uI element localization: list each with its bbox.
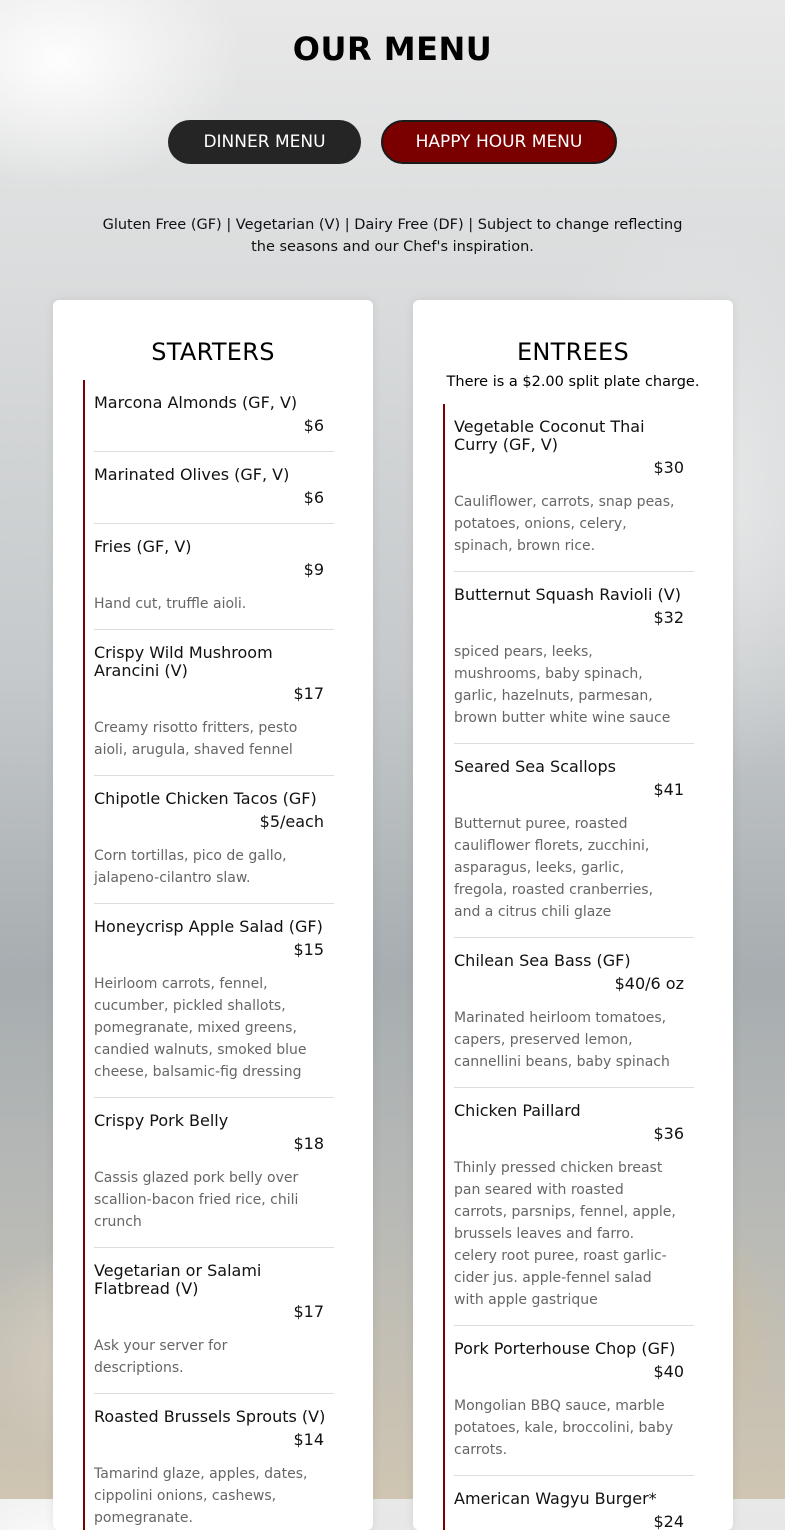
menu-item-price: $9 [303, 560, 324, 579]
menu-item [94, 904, 334, 1098]
menu-item [454, 1088, 694, 1326]
menu-item-description: Heirloom carrots, fennel, cucumber, pickled shallots, pomegranate, mixed greens, candied walnuts, smoked blue cheese, balsamic-fig dressing [94, 976, 307, 1080]
menu-item-price: $6 [303, 488, 324, 507]
menu-item-price: $41 [653, 780, 684, 799]
menu-item-price: $40 [653, 1362, 684, 1381]
tab-happy-hour-menu[interactable]: HAPPY HOUR MENU [381, 120, 617, 164]
menu-item-price: $32 [653, 608, 684, 627]
menu-item-price: $36 [653, 1124, 684, 1143]
menu-item-name: Marcona Almonds (GF, V) [94, 393, 298, 412]
starters-list [83, 380, 334, 1530]
menu-item-description: Ask your server for descriptions. [94, 1338, 228, 1376]
menu-item-description: Creamy risotto fritters, pesto aioli, arugula, shaved fennel [94, 720, 298, 758]
menu-item [454, 744, 694, 938]
page-title: OUR MENU [292, 30, 493, 68]
menu-item [454, 1326, 694, 1476]
menu-item-name: Honeycrisp Apple Salad (GF) [94, 917, 323, 936]
menu-item-name: Fries (GF, V) [94, 537, 192, 556]
menu-item-price: $14 [293, 1430, 324, 1449]
menu-item-description: Thinly pressed chicken breast pan seared with roasted carrots, parsnips, fennel, apple, brussels leaves and farro. celery root puree, roast garlic-cider jus. apple-fennel salad with apple gastrique [454, 1160, 676, 1308]
menu-item [94, 630, 334, 776]
starters-card [53, 300, 373, 1530]
menu-item-name: Vegetable Coconut Thai Curry (GF, V) [454, 417, 645, 454]
entrees-title: ENTREES [516, 338, 630, 366]
menu-item-name: Seared Sea Scallops [454, 757, 616, 776]
menu-item-name: American Wagyu Burger* [454, 1489, 657, 1508]
menu-item-price: $30 [653, 458, 684, 477]
menu-item [94, 524, 334, 630]
menu-item [94, 452, 334, 524]
menu-item-description: Marinated heirloom tomatoes, capers, preserved lemon, cannellini beans, baby spinach [454, 1010, 670, 1070]
tab-dinner-menu[interactable]: DINNER MENU [168, 120, 361, 164]
menu-item-name: Chicken Paillard [454, 1101, 581, 1120]
menu-item-price: $17 [293, 684, 324, 703]
split-plate-note: There is a $2.00 split plate charge. [446, 374, 700, 390]
menu-item-price: $40/6 oz [614, 974, 684, 993]
menu-item [454, 1476, 694, 1530]
menu-item-name: Crispy Pork Belly [94, 1111, 229, 1130]
menu-item [94, 776, 334, 904]
menu-item-description: Tamarind glaze, apples, dates, cippolini onions, cashews, pomegranate. [94, 1466, 308, 1526]
menu-item-description: Corn tortillas, pico de gallo, jalapeno-cilantro slaw. [94, 848, 287, 886]
menu-item-price: $18 [293, 1134, 324, 1153]
menu-item-name: Chipotle Chicken Tacos (GF) [94, 789, 317, 808]
menu-item-name: Roasted Brussels Sprouts (V) [94, 1407, 326, 1426]
starters-title: STARTERS [151, 338, 275, 366]
menu-item-name: Crispy Wild Mushroom Arancini (V) [94, 643, 273, 680]
menu-item-name: Chilean Sea Bass (GF) [454, 951, 631, 970]
entrees-list [443, 404, 694, 1530]
menu-item-name: Pork Porterhouse Chop (GF) [454, 1339, 676, 1358]
menu-tabs [0, 120, 785, 164]
menu-item-description: spiced pears, leeks, mushrooms, baby spinach, garlic, hazelnuts, parmesan, brown butter white wine sauce [454, 644, 671, 726]
menu-item-description: Cassis glazed pork belly over scallion-bacon fried rice, chili crunch [94, 1170, 299, 1230]
menu-item-price: $17 [293, 1302, 324, 1321]
menu-item-price: $15 [293, 940, 324, 959]
menu-item-description: Cauliflower, carrots, snap peas, potatoes, onions, celery, spinach, brown rice. [454, 494, 675, 554]
menu-item-price: $6 [303, 416, 324, 435]
menu-item [94, 380, 334, 452]
menu-item-description: Hand cut, truffle aioli. [94, 596, 247, 612]
menu-item [94, 1248, 334, 1394]
entrees-card [413, 300, 733, 1530]
menu-item-price: $5/each [259, 812, 324, 831]
menu-item-description: Mongolian BBQ sauce, marble potatoes, kale, broccolini, baby carrots. [454, 1398, 674, 1458]
menu-item-name: Butternut Squash Ravioli (V) [454, 585, 681, 604]
menu-item [94, 1098, 334, 1248]
dietary-note: Gluten Free (GF) | Vegetarian (V) | Dairy Free (DF) | Subject to change reflecting the seasons and our Chef's inspiration. [102, 217, 683, 255]
menu-item [454, 572, 694, 744]
menu-item-name: Vegetarian or Salami Flatbread (V) [94, 1261, 262, 1298]
menu-item-description: Butternut puree, roasted cauliflower florets, zucchini, asparagus, leeks, garlic, fregola, roasted cranberries, and a citrus chili glaze [454, 816, 654, 920]
menu-item [454, 938, 694, 1088]
menu-item [454, 404, 694, 572]
menu-item [94, 1394, 334, 1530]
menu-item-price: $24 [653, 1512, 684, 1530]
menu-item-name: Marinated Olives (GF, V) [94, 465, 290, 484]
